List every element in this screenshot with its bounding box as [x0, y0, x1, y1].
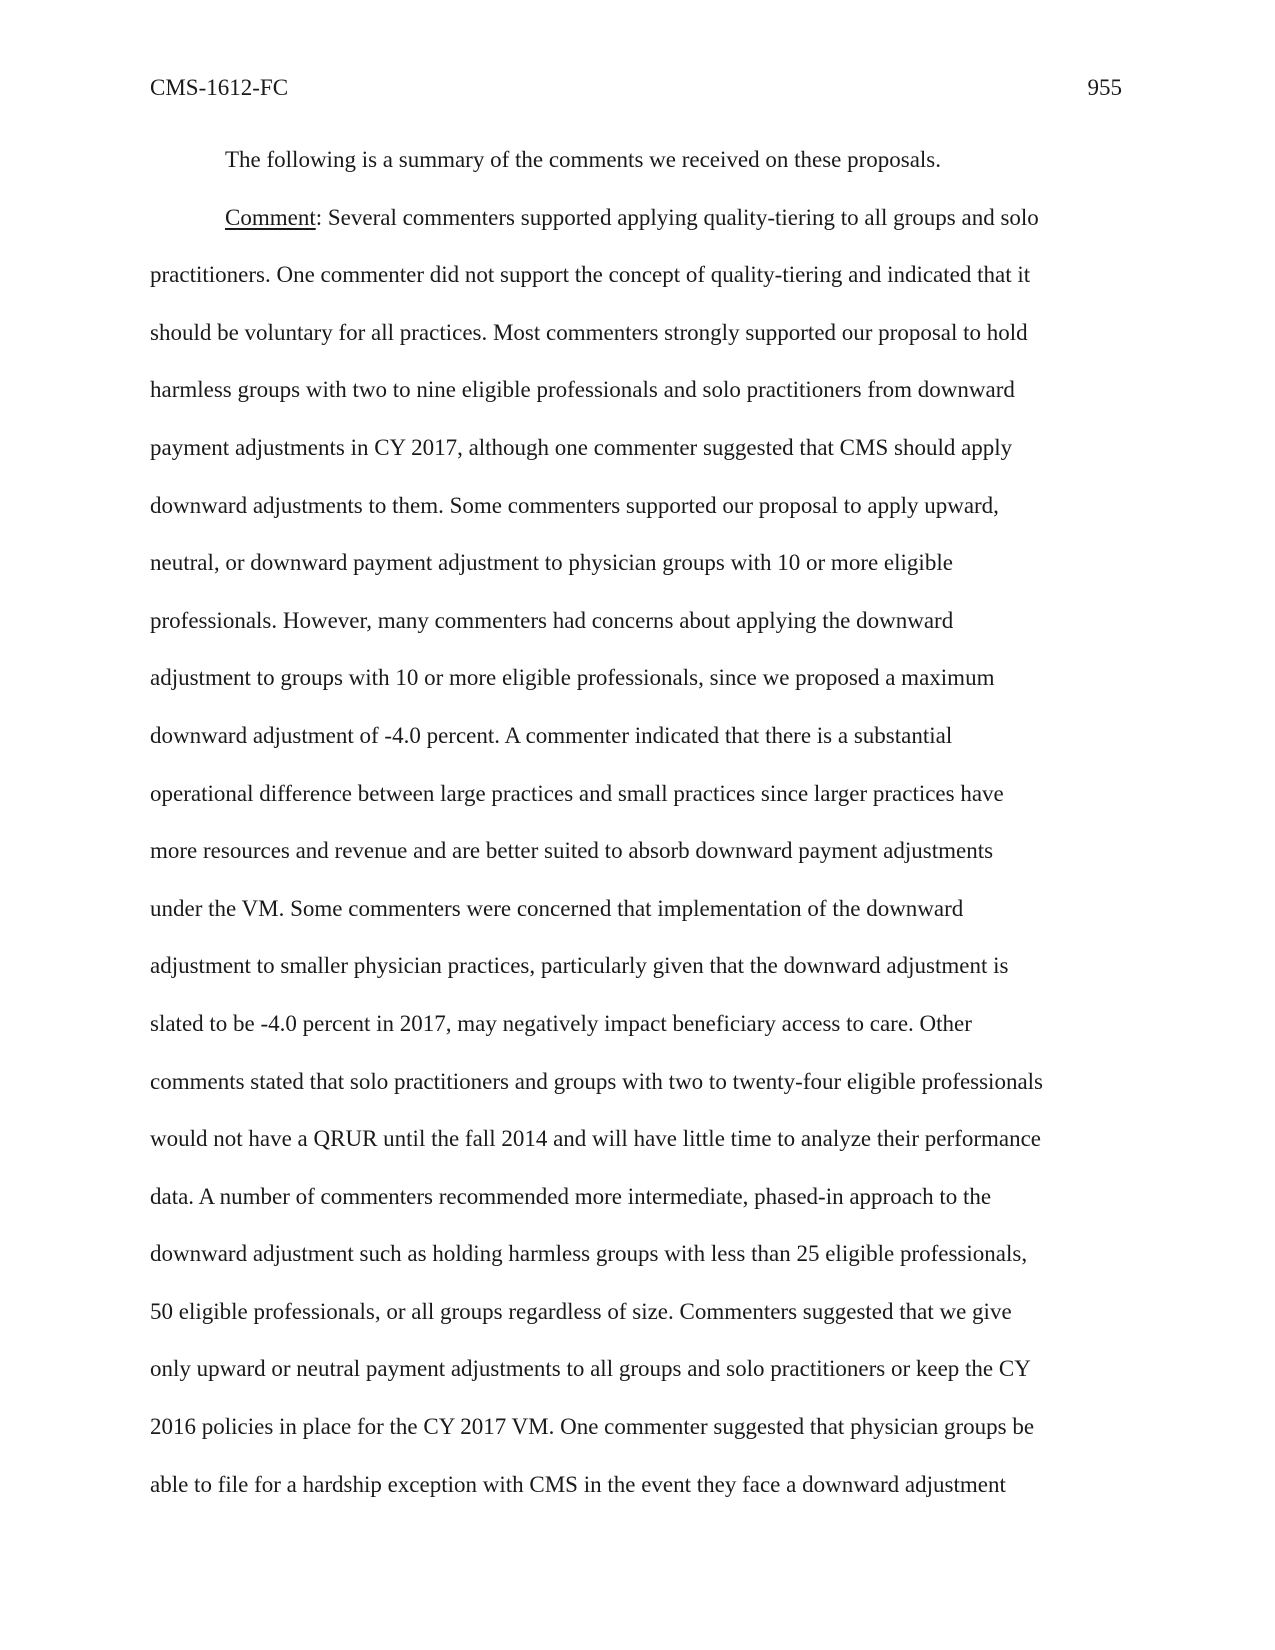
- comment-line: more resources and revenue and are better suited to absorb downward payment adjustments: [150, 838, 994, 864]
- comment-line: under the VM. Some commenters were concerned that implementation of the downward: [150, 895, 964, 921]
- comment-line: should be voluntary for all practices. Most commenters strongly supported our proposal to hold: [150, 319, 1028, 345]
- comment-label: Comment: [225, 204, 316, 230]
- comment-line: downward adjustment of -4.0 percent. A commenter indicated that there is a substantial: [150, 722, 953, 748]
- intro-paragraph: The following is a summary of the comments we received on these proposals.: [225, 147, 942, 172]
- comment-line: only upward or neutral payment adjustments to all groups and solo practitioners or keep the CY: [150, 1356, 1031, 1382]
- comment-line: would not have a QRUR until the fall 2014 and will have little time to analyze their performance: [150, 1126, 1041, 1152]
- comment-line: adjustment to groups with 10 or more eligible professionals, since we proposed a maximum: [150, 665, 995, 691]
- comment-line: payment adjustments in CY 2017, although one commenter suggested that CMS should apply: [150, 434, 1013, 460]
- comment-line: 2016 policies in place for the CY 2017 VM. One commenter suggested that physician groups be: [150, 1414, 1035, 1440]
- comment-line: : Several commenters supported applying quality-tiering to all groups and solo: [315, 204, 1039, 230]
- comment-line: 50 eligible professionals, or all groups regardless of size. Commenters suggested that we give: [150, 1298, 1012, 1324]
- comment-line: comments stated that solo practitioners and groups with two to twenty-four eligible professionals: [150, 1068, 1043, 1094]
- body-text: [150, 145, 1130, 1527]
- page-number: 955: [1087, 75, 1122, 100]
- document-id: CMS-1612-FC: [150, 75, 289, 100]
- comment-line: able to file for a hardship exception with CMS in the event they face a downward adjustment: [150, 1471, 1006, 1497]
- comment-line: slated to be -4.0 percent in 2017, may negatively impact beneficiary access to care. Other: [150, 1010, 972, 1036]
- comment-line: downward adjustments to them. Some commenters supported our proposal to apply upward,: [150, 492, 999, 518]
- comment-line: harmless groups with two to nine eligible professionals and solo practitioners from downward: [150, 377, 1015, 403]
- comment-line: operational difference between large practices and small practices since larger practices have: [150, 780, 1004, 806]
- comment-line: downward adjustment such as holding harmless groups with less than 25 eligible professionals,: [150, 1241, 1028, 1267]
- comment-line: practitioners. One commenter did not support the concept of quality-tiering and indicated that it: [150, 262, 1031, 288]
- comment-line: neutral, or downward payment adjustment to physician groups with 10 or more eligible: [150, 550, 953, 576]
- comment-line: data. A number of commenters recommended more intermediate, phased-in approach to the: [150, 1183, 992, 1209]
- comment-first-line: [150, 203, 1130, 261]
- comment-line: professionals. However, many commenters had concerns about applying the downward: [150, 607, 954, 633]
- comment-line: adjustment to smaller physician practices, particularly given that the downward adjustment is: [150, 953, 1009, 979]
